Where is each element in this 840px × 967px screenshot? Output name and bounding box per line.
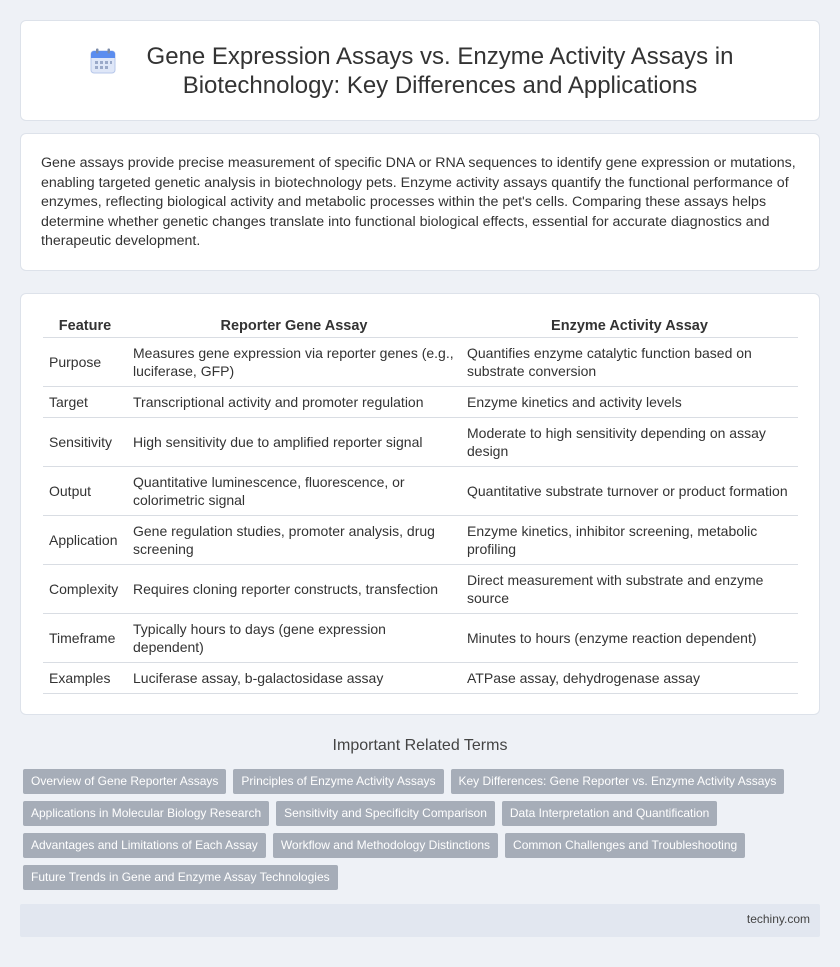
comparison-table	[43, 314, 798, 694]
related-terms-section	[20, 737, 820, 897]
related-terms-title: Important Related Terms	[332, 737, 508, 754]
feature-cell: Output	[43, 467, 127, 516]
page-title: Gene Expression Assays vs. Enzyme Activity Assays in Biotechnology: Key Differences and Applications	[146, 42, 734, 99]
header-reporter-gene-assay: Reporter Gene Assay	[127, 314, 461, 338]
table-row	[43, 338, 798, 387]
title-wrap	[90, 42, 750, 100]
table-row	[43, 516, 798, 565]
related-term-tag[interactable]: Data Interpretation and Quantification	[502, 801, 717, 826]
enzyme-cell: Minutes to hours (enzyme reaction dependent)	[461, 614, 798, 663]
related-term-tag[interactable]: Common Challenges and Troubleshooting	[505, 833, 745, 858]
related-term-tag[interactable]: Overview of Gene Reporter Assays	[23, 769, 226, 794]
related-term-tag[interactable]: Principles of Enzyme Activity Assays	[233, 769, 443, 794]
intro-paragraph: Gene assays provide precise measurement of specific DNA or RNA sequences to identify gene expression or mutations, enabling targeted genetic analysis in biotechnology pets. Enzyme activity assays quantify the functional performance of enzymes, reflecting biological activity and metabolic processes within the pet's cells. Comparing these assays helps determine whether genetic changes translate into functional biological effects, essential for accurate diagnostics and therapeutic development.	[41, 155, 796, 249]
related-term-tag[interactable]: Key Differences: Gene Reporter vs. Enzyme Activity Assays	[451, 769, 785, 794]
title-card	[20, 20, 820, 121]
enzyme-cell: Quantitative substrate turnover or product formation	[461, 467, 798, 516]
table-row	[43, 387, 798, 418]
header-feature: Feature	[43, 314, 127, 338]
feature-cell: Timeframe	[43, 614, 127, 663]
reporter-cell: Gene regulation studies, promoter analysis, drug screening	[127, 516, 461, 565]
enzyme-cell: Enzyme kinetics, inhibitor screening, metabolic profiling	[461, 516, 798, 565]
enzyme-cell: Direct measurement with substrate and enzyme source	[461, 565, 798, 614]
footer	[20, 904, 820, 937]
header-enzyme-activity-assay: Enzyme Activity Assay	[461, 314, 798, 338]
related-term-tag[interactable]: Future Trends in Gene and Enzyme Assay Technologies	[23, 865, 338, 890]
reporter-cell: Requires cloning reporter constructs, transfection	[127, 565, 461, 614]
feature-cell: Sensitivity	[43, 418, 127, 467]
reporter-cell: Quantitative luminescence, fluorescence, or colorimetric signal	[127, 467, 461, 516]
comparison-card	[20, 293, 820, 715]
feature-cell: Target	[43, 387, 127, 418]
related-term-tag[interactable]: Advantages and Limitations of Each Assay	[23, 833, 266, 858]
related-term-tag[interactable]: Workflow and Methodology Distinctions	[273, 833, 498, 858]
calendar-icon	[90, 48, 116, 74]
reporter-cell: Measures gene expression via reporter genes (e.g., luciferase, GFP)	[127, 338, 461, 387]
enzyme-cell: Enzyme kinetics and activity levels	[461, 387, 798, 418]
intro-card	[20, 133, 820, 271]
feature-cell: Application	[43, 516, 127, 565]
enzyme-cell: ATPase assay, dehydrogenase assay	[461, 663, 798, 694]
table-row	[43, 614, 798, 663]
reporter-cell: High sensitivity due to amplified reporter signal	[127, 418, 461, 467]
table-row	[43, 418, 798, 467]
feature-cell: Purpose	[43, 338, 127, 387]
enzyme-cell: Moderate to high sensitivity depending on assay design	[461, 418, 798, 467]
reporter-cell: Luciferase assay, b-galactosidase assay	[127, 663, 461, 694]
reporter-cell: Typically hours to days (gene expression dependent)	[127, 614, 461, 663]
table-row	[43, 467, 798, 516]
reporter-cell: Transcriptional activity and promoter regulation	[127, 387, 461, 418]
related-term-tag[interactable]: Sensitivity and Specificity Comparison	[276, 801, 495, 826]
table-header-row	[43, 314, 798, 338]
footer-site-link[interactable]: techiny.com	[746, 912, 810, 926]
related-terms-tags	[20, 769, 820, 897]
feature-cell: Complexity	[43, 565, 127, 614]
table-row	[43, 663, 798, 694]
enzyme-cell: Quantifies enzyme catalytic function based on substrate conversion	[461, 338, 798, 387]
related-term-tag[interactable]: Applications in Molecular Biology Research	[23, 801, 269, 826]
table-row	[43, 565, 798, 614]
feature-cell: Examples	[43, 663, 127, 694]
